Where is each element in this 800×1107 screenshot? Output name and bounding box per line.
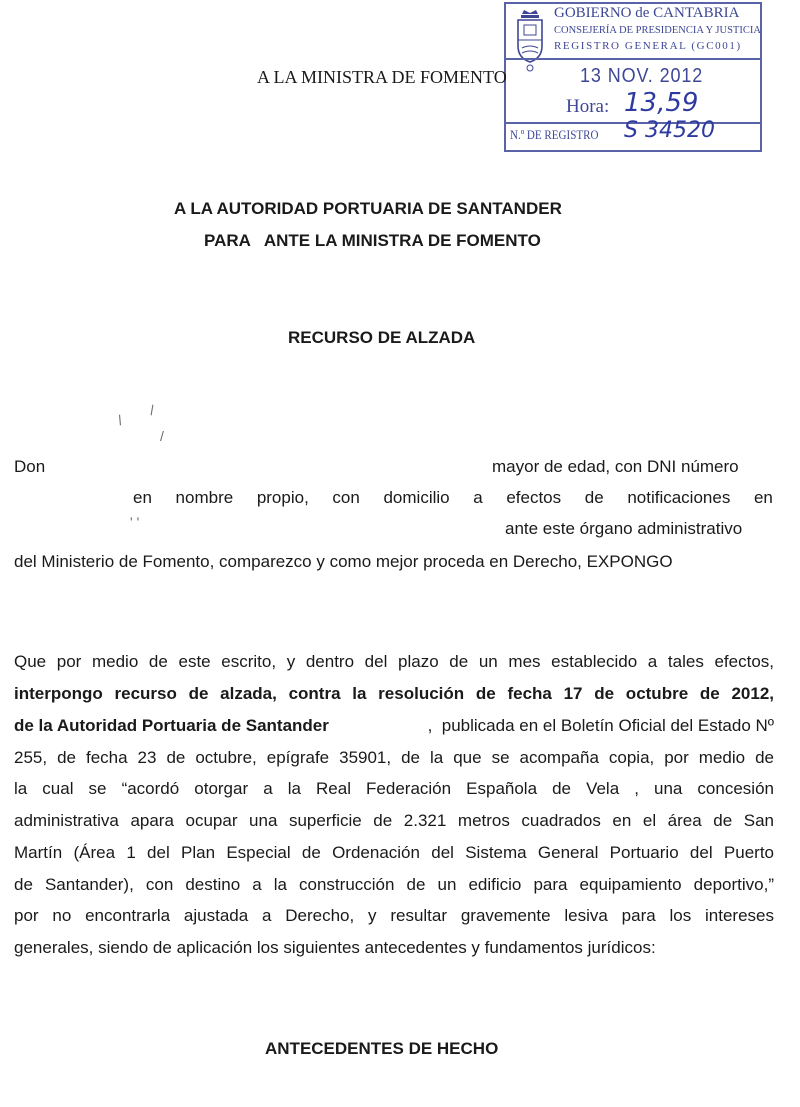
word: domicilio	[383, 488, 450, 507]
addressee-top: A LA MINISTRA DE FOMENTO	[257, 67, 507, 87]
stamp-hora-label: Hora:	[566, 96, 610, 117]
word: con	[332, 488, 360, 507]
document-title: RECURSO DE ALZADA	[288, 328, 476, 347]
scan-mark: ' '	[130, 514, 140, 530]
word: en	[753, 488, 773, 507]
body-line-8: de Santander), con destino a la construcción de un edificio para equipamiento deportivo,”	[14, 875, 774, 894]
body-line-6: administrativa apara ocupar una superficie de 2.321 metros cuadrados en el área de San	[14, 811, 774, 830]
body-line-3-bold: de la Autoridad Portuaria de Santander	[14, 716, 329, 735]
stamp-line-2: CONSEJERÍA DE PRESIDENCIA Y JUSTICIA	[554, 25, 761, 36]
body-line-2: interpongo recurso de alzada, contra la resolución de fecha 17 de octubre de 2012,	[14, 684, 774, 703]
scan-mark: \	[146, 401, 158, 419]
body-line-3-rest: , publicada en el Boletín Oficial del Estado Nº	[427, 716, 774, 735]
intro-line-2	[133, 489, 773, 506]
word: notificaciones	[627, 488, 731, 507]
word: nombre	[175, 488, 234, 507]
body-line-3	[14, 717, 774, 734]
word: a	[473, 488, 483, 507]
stamp-date: 13 NOV. 2012	[580, 65, 704, 87]
intro-line-4: del Ministerio de Fomento, comparezco y como mejor proceda en Derecho, EXPONGO	[14, 552, 673, 571]
scan-mark: /	[115, 411, 125, 429]
word: efectos	[506, 488, 562, 507]
coat-of-arms-icon	[510, 8, 550, 72]
section-heading: ANTECEDENTES DE HECHO	[265, 1039, 499, 1058]
word: de	[584, 488, 604, 507]
word: propio,	[256, 488, 309, 507]
addressee-line-2: PARA ANTE LA MINISTRA DE FOMENTO	[204, 231, 541, 250]
stamp-line-3: REGISTRO GENERAL (GC001)	[554, 40, 742, 52]
intro-line-3-end: ante este órgano administrativo	[505, 519, 743, 538]
stamp-registro-value: S 34520	[624, 118, 715, 143]
registry-stamp	[504, 2, 762, 152]
body-line-5: la cual se “acordó otorgar a la Real Federación Española de Vela , una concesión	[14, 779, 774, 798]
body-line-10: generales, siendo de aplicación los siguientes antecedentes y fundamentos jurídicos:	[14, 938, 656, 957]
intro-line-1-end: mayor de edad, con DNI número	[492, 457, 739, 476]
body-line-9: por no encontrarla ajustada a Derecho, y resultar gravemente lesiva para los intereses	[14, 906, 774, 925]
word: en	[133, 488, 152, 507]
stamp-line-1: GOBIERNO de CANTABRIA	[554, 5, 740, 21]
stamp-registro-label: N.º DE REGISTRO	[510, 127, 599, 142]
body-line-7: Martín (Área 1 del Plan Especial de Ordenación del Sistema General Portuario del Puerto	[14, 843, 774, 862]
addressee-line-1: A LA AUTORIDAD PORTUARIA DE SANTANDER	[174, 199, 562, 218]
scan-mark: /	[160, 428, 164, 444]
body-line-4: 255, de fecha 23 de octubre, epígrafe 35901, de la que se acompaña copia, por medio de	[14, 748, 774, 767]
intro-line-1-start: Don	[14, 457, 46, 476]
stamp-divider	[506, 58, 760, 60]
body-line-1: Que por medio de este escrito, y dentro del plazo de un mes establecido a tales efectos,	[14, 652, 774, 671]
stamp-hora-value: 13,59	[624, 88, 699, 118]
